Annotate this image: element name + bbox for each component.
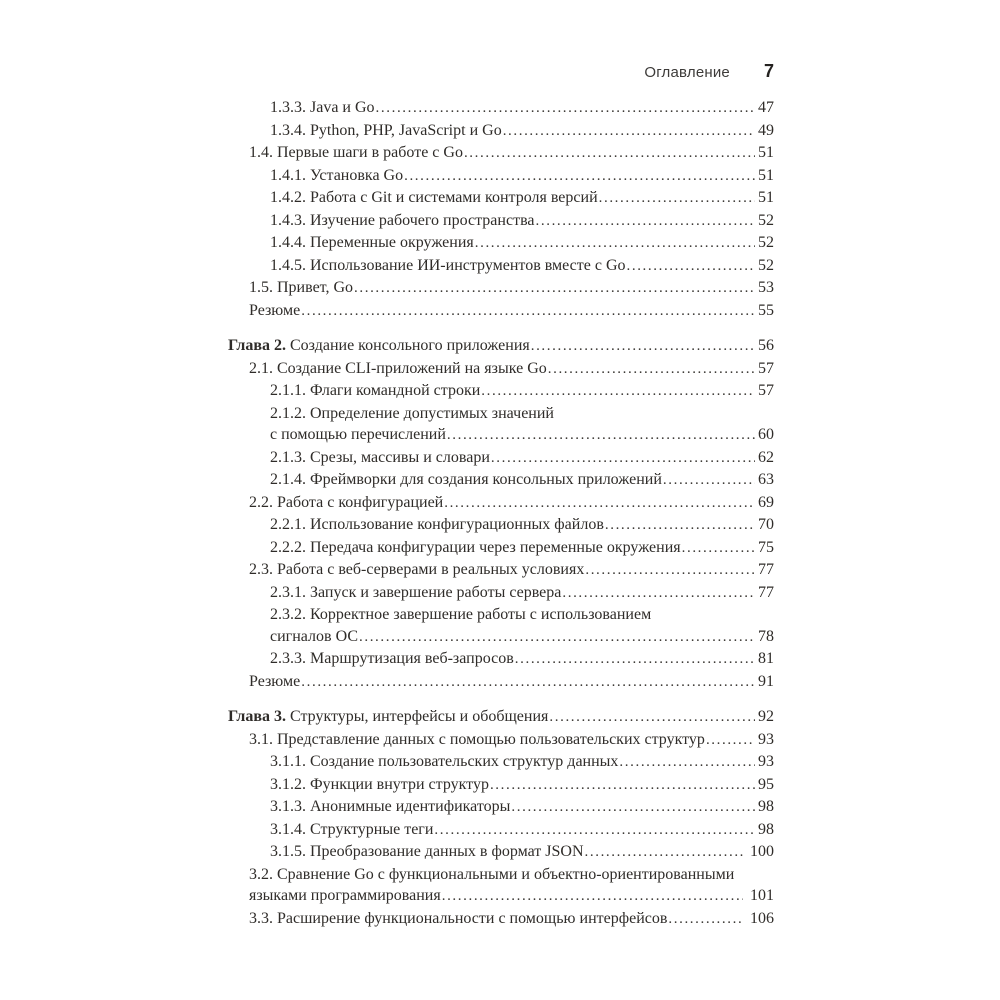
- toc-page-number: 62: [758, 448, 774, 466]
- toc-entry: [228, 277, 774, 300]
- toc-page-number: 51: [758, 166, 774, 184]
- toc-dot-leader: [531, 335, 755, 358]
- toc-entry: [228, 97, 774, 120]
- toc-page-number: 53: [758, 279, 774, 296]
- toc-entry-title: 3.1.1. Создание пользовательских структур данных: [270, 753, 619, 770]
- toc-entry-title-continued: языками программирования: [249, 887, 441, 904]
- toc-entry: [228, 187, 774, 210]
- toc-dot-leader: [627, 255, 756, 278]
- toc-entry-title: 2.3.3. Маршрутизация веб-запросов: [270, 650, 514, 667]
- toc-entry-title: 2.1.2. Определение допустимых значений: [270, 404, 554, 422]
- toc-entry: [228, 300, 774, 323]
- toc-page-number: 47: [758, 99, 774, 116]
- toc-entry-title: Резюме: [249, 301, 301, 319]
- toc-dot-leader: [549, 706, 755, 729]
- toc-entry-title: 2.1. Создание CLI-приложений на языке Go: [249, 359, 547, 377]
- toc-page-number: 78: [758, 627, 774, 645]
- toc-entry: [228, 492, 774, 515]
- toc-entry: [228, 210, 774, 233]
- toc-page-number: 57: [758, 382, 774, 399]
- toc-dot-leader: [605, 514, 755, 537]
- toc-dot-leader: [490, 774, 755, 797]
- toc-page-number: 69: [758, 493, 774, 511]
- toc-dot-leader: [354, 277, 755, 300]
- toc-entry: [228, 255, 774, 278]
- toc-dot-leader: [301, 671, 755, 694]
- toc-page-number: 91: [758, 672, 774, 690]
- toc-dot-leader: [444, 492, 755, 515]
- toc-entry-title: 1.4.2. Работа с Git и системами контроля версий: [270, 189, 598, 206]
- toc-page-number: 52: [758, 234, 774, 251]
- toc-entry: [228, 403, 774, 425]
- toc-dot-leader: [663, 469, 755, 492]
- toc-dot-leader: [515, 648, 755, 671]
- toc-entry: [228, 626, 774, 649]
- toc-entry: [228, 864, 774, 886]
- toc-page-number: 52: [758, 211, 774, 229]
- toc-page-number: 77: [758, 561, 774, 578]
- toc-dot-leader: [376, 97, 755, 120]
- toc-page-number: 55: [758, 301, 774, 319]
- toc-entry: [228, 120, 774, 143]
- toc-entry-title: 1.3.3. Java и Go: [270, 99, 375, 116]
- toc-entry: [228, 706, 774, 729]
- toc-page-number: 106: [750, 909, 774, 927]
- toc-page-number: 52: [758, 256, 774, 274]
- toc-entry-title: 2.3.1. Запуск и завершение работы сервера: [270, 583, 562, 601]
- toc-page-number: 101: [750, 887, 774, 904]
- toc-entry: [228, 559, 774, 582]
- toc-entry-title: 3.1. Представление данных с помощью пользовательских структур: [249, 730, 705, 748]
- toc-entry: [228, 232, 774, 255]
- toc-dot-leader: [404, 165, 755, 188]
- page-header-number: 7: [763, 61, 774, 81]
- toc-dot-leader: [706, 729, 755, 752]
- toc-entry-title: 1.4. Первые шаги в работе с Go: [249, 144, 463, 161]
- toc-entry: [228, 537, 774, 560]
- toc-dot-leader: [301, 300, 755, 323]
- toc-page-number: 98: [758, 820, 774, 838]
- toc-entry-title: Глава 2. Создание консольного приложения: [228, 337, 530, 354]
- toc-page-number: 51: [758, 144, 774, 161]
- toc-entry: [228, 908, 774, 931]
- toc-dot-leader: [511, 796, 755, 819]
- toc-entry: [228, 841, 774, 864]
- toc-page-number: 93: [758, 753, 774, 770]
- toc-dot-leader: [619, 751, 755, 774]
- toc-page-number: 75: [758, 538, 774, 556]
- toc-dot-leader: [442, 885, 743, 908]
- toc-dot-leader: [682, 537, 755, 560]
- toc-entry-title: 3.1.5. Преобразование данных в формат JSON: [270, 843, 584, 860]
- toc-dot-leader: [548, 358, 755, 381]
- toc-entry: [228, 729, 774, 752]
- toc-entry-title: 1.4.4. Переменные окружения: [270, 234, 474, 251]
- toc-entry-title-continued: с помощью перечислений: [270, 426, 446, 443]
- toc-dot-leader: [447, 424, 755, 447]
- toc-entry-title: 3.1.3. Анонимные идентификаторы: [270, 798, 511, 815]
- page-content: [228, 60, 774, 930]
- toc-page-number: 56: [758, 337, 774, 354]
- toc-dot-leader: [536, 210, 755, 233]
- toc-entry-title: 2.1.1. Флаги командной строки: [270, 382, 481, 399]
- toc-entry-title: 2.3.2. Корректное завершение работы с использованием: [270, 606, 652, 623]
- toc-entry: [228, 648, 774, 671]
- toc-entry: [228, 604, 774, 626]
- toc-entry-title: 1.5. Привет, Go: [249, 279, 354, 296]
- toc-entry-title: 1.3.4. Python, PHP, JavaScript и Go: [270, 121, 502, 139]
- toc-entry: [228, 358, 774, 381]
- toc-entry: [228, 469, 774, 492]
- toc-dot-leader: [359, 626, 755, 649]
- toc-entry-title: Глава 3. Структуры, интерфейсы и обобщения: [228, 708, 549, 725]
- toc-page-number: 81: [758, 650, 774, 667]
- toc-dot-leader: [668, 908, 743, 931]
- toc-entry-title: 3.1.4. Структурные теги: [270, 820, 434, 838]
- toc-page-number: 100: [750, 843, 774, 860]
- toc-entry-title-continued: сигналов ОС: [270, 627, 358, 645]
- toc-entry-title: Резюме: [249, 672, 301, 690]
- toc-dot-leader: [599, 187, 755, 210]
- toc-entry-title: 2.1.3. Срезы, массивы и словари: [270, 448, 490, 466]
- toc-entry-title: 1.4.3. Изучение рабочего пространства: [270, 211, 535, 229]
- toc-entry: [228, 819, 774, 842]
- toc-chapter-label: Глава 3.: [228, 708, 286, 725]
- toc-dot-leader: [585, 841, 743, 864]
- toc-dot-leader: [491, 447, 755, 470]
- toc-dot-leader: [434, 819, 755, 842]
- toc-entry: [228, 142, 774, 165]
- toc-dot-leader: [464, 142, 755, 165]
- page-header-title: Оглавление: [644, 64, 730, 81]
- table-of-contents: [228, 97, 774, 930]
- toc-entry: [228, 796, 774, 819]
- toc-entry-title: 3.2. Сравнение Go с функциональными и объектно-ориентированными: [249, 865, 735, 883]
- toc-entry-title: 2.2. Работа с конфигурацией: [249, 493, 444, 511]
- toc-entry-title: 3.3. Расширение функциональности с помощью интерфейсов: [249, 909, 668, 927]
- toc-entry-title: 1.4.1. Установка Go: [270, 166, 404, 184]
- toc-entry: [228, 774, 774, 797]
- toc-page-number: 60: [758, 426, 774, 443]
- toc-entry: [228, 335, 774, 358]
- page-header: [228, 60, 774, 84]
- toc-entry-title: 1.4.5. Использование ИИ-инструментов вместе с Go: [270, 256, 626, 274]
- toc-entry: [228, 751, 774, 774]
- toc-entry: [228, 671, 774, 694]
- toc-entry-title: 2.2.1. Использование конфигурационных файлов: [270, 516, 604, 533]
- toc-page-number: 57: [758, 359, 774, 377]
- toc-page-number: 93: [758, 730, 774, 748]
- toc-entry: [228, 165, 774, 188]
- toc-page-number: 98: [758, 798, 774, 815]
- toc-entry: [228, 582, 774, 605]
- toc-entry: [228, 380, 774, 403]
- toc-dot-leader: [475, 232, 755, 255]
- toc-entry-title: 2.1.4. Фреймворки для создания консольных приложений: [270, 471, 662, 488]
- toc-entry: [228, 514, 774, 537]
- toc-page-number: 49: [758, 121, 774, 139]
- toc-entry-title: 2.3. Работа с веб-серверами в реальных условиях: [249, 561, 585, 578]
- toc-entry-title: 2.2.2. Передача конфигурации через переменные окружения: [270, 538, 681, 556]
- toc-page-number: 70: [758, 516, 774, 533]
- toc-entry: [228, 424, 774, 447]
- toc-page-number: 77: [758, 583, 774, 601]
- toc-entry: [228, 885, 774, 908]
- toc-dot-leader: [585, 559, 755, 582]
- toc-entry: [228, 447, 774, 470]
- toc-page-number: 95: [758, 775, 774, 793]
- toc-page-number: 92: [758, 708, 774, 725]
- toc-dot-leader: [503, 120, 755, 143]
- toc-dot-leader: [562, 582, 755, 605]
- toc-entry-title: 3.1.2. Функции внутри структур: [270, 775, 489, 793]
- toc-chapter-label: Глава 2.: [228, 337, 286, 354]
- toc-dot-leader: [481, 380, 755, 403]
- toc-page-number: 51: [758, 189, 774, 206]
- toc-page-number: 63: [758, 471, 774, 488]
